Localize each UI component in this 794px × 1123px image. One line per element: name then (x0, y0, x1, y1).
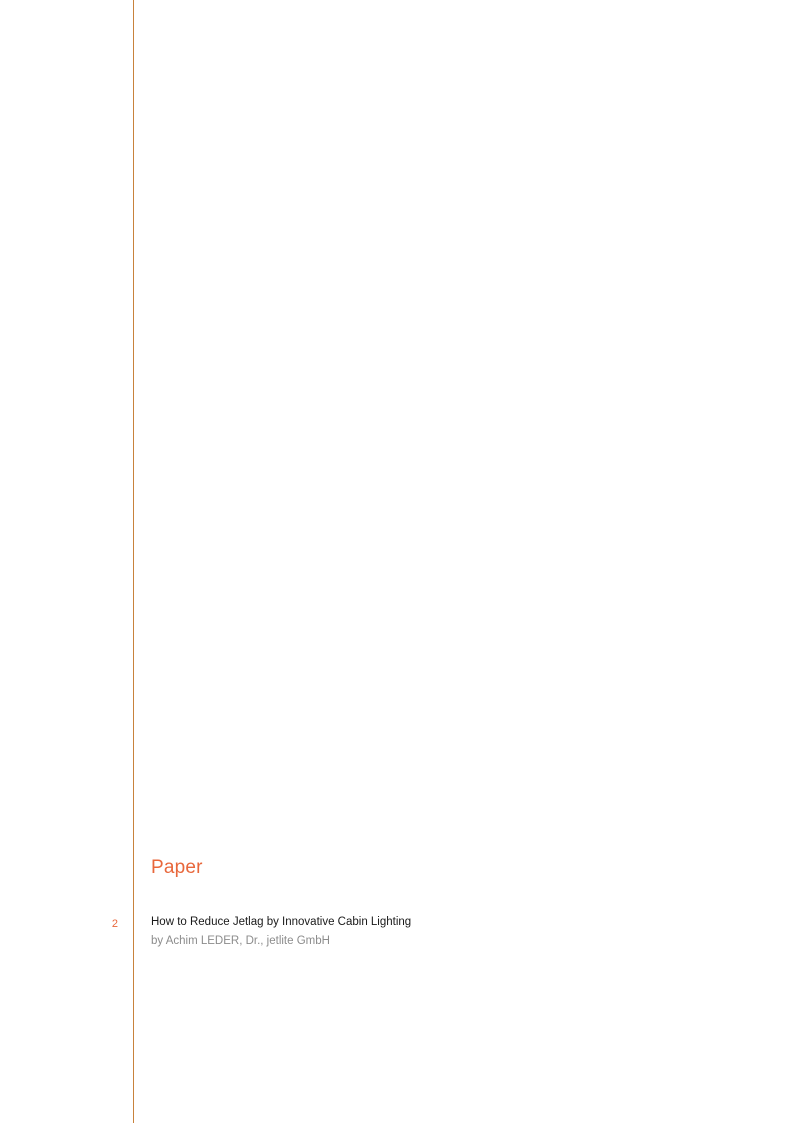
entry-title: How to Reduce Jetlag by Innovative Cabin Lighting (151, 916, 412, 928)
entry-body (151, 914, 621, 950)
toc-entry (0, 914, 794, 958)
section-heading-paper: Paper (151, 857, 203, 878)
entry-page-number: 2 (111, 918, 118, 930)
entry-author: by Achim LEDER, Dr., jetlite GmbH (151, 935, 330, 947)
